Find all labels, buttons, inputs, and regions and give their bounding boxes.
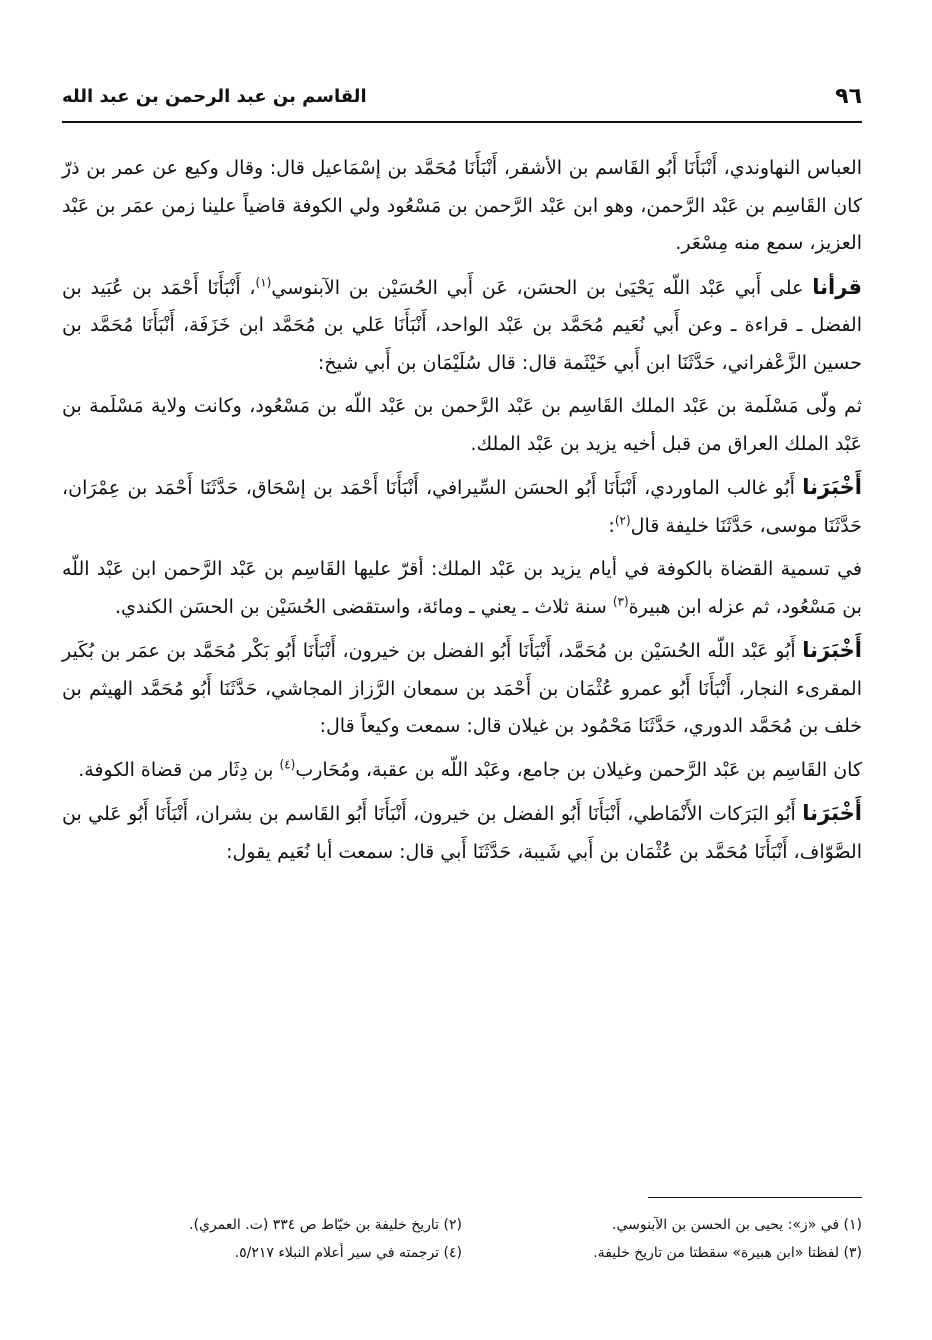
footnote	[62, 1239, 462, 1267]
book-page	[62, 0, 862, 1340]
paragraph-text: أَبُو غالب الماوردي، أَنْبَأَنَا أَبُو الحسَن السِّيرافي، أَنْبَأَنَا أَحْمَد بن إسْحَاق، حَدَّثَنَا أَحْمَد بن عِمْرَان، حَدَّثَنَا موسى، حَدَّثَنَا خليفة قال	[62, 477, 862, 537]
paragraph	[62, 150, 862, 263]
footnote	[62, 1211, 462, 1239]
paragraph-text: أَبُو البَرَكات الأَنْمَاطي، أَنْبَأَنَا أَبُو الفضل بن خيرون، أَنْبَأَنَا أَبُو القَاسم بن بشران، أَنْبَأَنَا أَبُو عَلي بن الصَّوّاف، أَنْبَأَنَا مُحَمَّد بن عُثْمَان بن أَبي شَيبة، حَدَّثَنَا أَبي قال: سمعت أبا نُعَيم يقول:	[62, 803, 862, 863]
footnote-row	[62, 1211, 862, 1239]
footnote-number: (٢)	[443, 1217, 462, 1233]
footnote-number: (١)	[843, 1217, 862, 1233]
paragraph	[62, 469, 862, 545]
page-number: ٩٦	[835, 84, 862, 109]
paragraph-text-after: بن دِثَار من قضاة الكوفة.	[78, 758, 280, 781]
paragraph-text: كان القَاسِم بن عَبْد الرَّحمن وغيلان بن جامع، وعَبْد اللّه بن عقبة، ومُحَارب	[295, 758, 862, 781]
paragraph	[62, 752, 862, 790]
footnote-text: في «ز»: يحيى بن الحسن بن الآبنوسي.	[612, 1217, 840, 1233]
paragraph-text: في تسمية القضاة بالكوفة في أيام يزيد بن عَبْد الملك: أقرّ عليها القَاسِم بن عَبْد الرَّحمن ابن عَبْد اللّه بن مَسْعُود، ثم عزله ابن هبيرة	[62, 558, 862, 618]
page-header	[62, 84, 862, 118]
footnote	[462, 1239, 862, 1267]
header-rule	[62, 121, 862, 123]
paragraph-text-after: ، أَنْبَأَنَا أَحْمَد بن عُبَيد بن الفضل ـ قراءة ـ وعن أَبي نُعَيم مُحَمَّد بن عَبْد الواحد، أَنْبَأَنَا عَلي بن مُحَمَّد ابن خَزَفَة، أَنْبَأَنَا مُحَمَّد بن حسين الزَّعْفراني، حَدَّثَنَا ابن أَبي خَيْثَمة قال: قال سُلَيْمَان بن أَبي شيخ:	[62, 276, 862, 374]
footnotes	[62, 1211, 862, 1267]
footnote-rule	[648, 1197, 862, 1198]
paragraph-keyword: أَخْبَرَنا	[802, 475, 862, 499]
paragraph-text: على أَبي عَبْد اللّه يَحْيَىٰ بن الحسَن، عَن أَبي الحُسَيْن بن الآبنوسي	[271, 276, 813, 299]
footnote-ref[interactable]: (٤)	[279, 757, 296, 772]
paragraph-text-after: سنة ثلاث ـ يعني ـ ومائة، واستقضى الحُسَيْن بن الحسَن الكندي.	[114, 595, 613, 618]
running-title: القاسم بن عبد الرحمن بن عبد الله	[62, 86, 367, 107]
paragraph	[62, 551, 862, 626]
footnote-number: (٤)	[443, 1245, 462, 1261]
paragraph-text: أَبُو عَبْد اللّه الحُسَيْن بن مُحَمَّد، أَنْبَأَنَا أَبُو الفضل بن خيرون، أَنْبَأَنَا أَبُو بَكْر مُحَمَّد بن عمَر بن بُكَير المقرىء النجار، أَنْبَأَنَا أَبُو عمرو عُثْمَان بن أَحْمَد بن سمعان الرَّزاز المجاشي، حَدَّثَنَا أَبُو مُحَمَّد الهيثم بن خلف بن مُحَمَّد الدوري، حَدَّثَنَا مَحْمُود بن غيلان قال: سمعت وكيعاً قال:	[62, 640, 862, 737]
footnote-number: (٣)	[843, 1245, 862, 1261]
paragraph-text: ثم ولّى مَسْلَمة بن عَبْد الملك القَاسِم بن عَبْد الرَّحمن بن عَبْد اللّه بن مَسْعُود، وكانت ولاية مَسْلَمة بن عَبْد الملك العراق من قبل أخيه يزيد بن عَبْد الملك.	[62, 395, 862, 455]
paragraph	[62, 795, 862, 871]
paragraph-keyword: أَخْبَرَنا	[802, 801, 862, 825]
footnote-text: لفظتا «ابن هبيرة» سقطتا من تاريخ خليفة.	[593, 1245, 840, 1261]
footnote-ref[interactable]: (٢)	[614, 513, 631, 528]
paragraph	[62, 269, 862, 383]
paragraph-keyword: أَخْبَرَنا	[802, 638, 862, 662]
footnote	[462, 1211, 862, 1239]
paragraph	[62, 388, 862, 463]
body-text	[62, 150, 862, 877]
footnote-ref[interactable]: (١)	[255, 275, 272, 290]
footnote-text: تاريخ خليفة بن خيّاط ص ٣٣٤ (ت. العمري).	[189, 1217, 440, 1233]
paragraph	[62, 632, 862, 746]
footnote-ref[interactable]: (٣)	[612, 594, 629, 609]
paragraph-keyword: قرأنا	[812, 274, 863, 299]
footnote-row	[62, 1239, 862, 1267]
paragraph-text: العباس النهاوندي، أَنْبَأَنَا أَبُو القَاسم بن الأشقر، أَنْبَأَنَا مُحَمَّد بن إسْمَاعيل قال: وقال وكيع عن عمر بن ذرّ كان القَاسِم بن عَبْد الرَّحمن، وهو ابن عَبْد الرَّحمن بن مَسْعُود ولي الكوفة قاضياً علينا زمن عمَر بن عَبْد العزيز، سمع منه مِسْعَر.	[62, 157, 862, 254]
paragraph-text-after: :	[608, 514, 615, 537]
footnote-text: ترجمته في سير أعلام النبلاء ٥/٢١٧.	[234, 1245, 440, 1261]
